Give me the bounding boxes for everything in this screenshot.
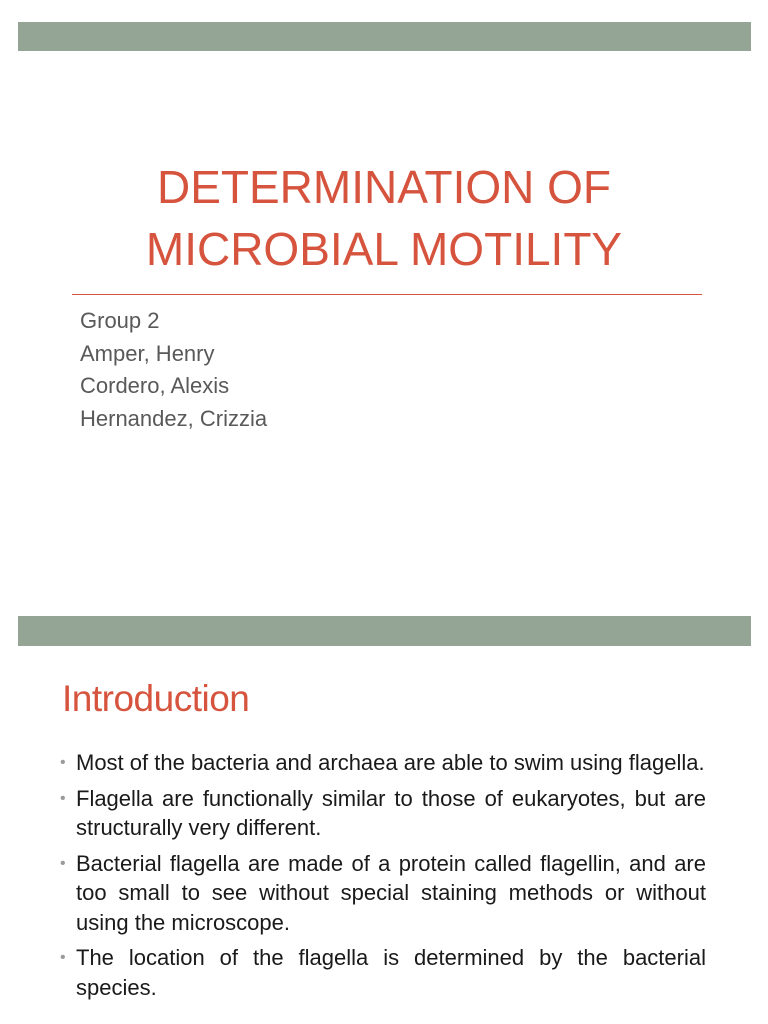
bullet-text: The location of the flagella is determined by the bacterial species. — [76, 945, 706, 1000]
bullet-icon: • — [60, 789, 66, 807]
bullet-item — [60, 784, 706, 843]
slide-header-bar — [18, 616, 751, 646]
bullet-text: Bacterial flagella are made of a protein called flagellin, and are too small to see without special staining methods or without using the microscope. — [76, 850, 706, 935]
bullet-text: Flagella are functionally similar to those of eukaryotes, but are structurally very different. — [76, 785, 706, 840]
author-name: Amper, Henry — [80, 340, 215, 366]
author-name: Hernandez, Crizzia — [80, 405, 268, 431]
bullet-icon: • — [60, 854, 66, 872]
bullet-icon: • — [60, 949, 66, 966]
bullet-icon: • — [60, 754, 66, 771]
author-list — [80, 305, 267, 435]
bullet-item — [60, 943, 706, 1002]
slide-title-line-2: MICROBIAL MOTILITY — [145, 223, 623, 275]
title-divider-line — [72, 294, 702, 295]
section-heading: Introduction — [62, 678, 250, 719]
slide-title — [60, 156, 708, 280]
bullet-list — [60, 748, 706, 1008]
slide-title-line-1: DETERMINATION OF — [156, 161, 612, 213]
bullet-item — [60, 748, 706, 778]
author-name: Cordero, Alexis — [80, 373, 230, 398]
author-group: Group 2 — [80, 308, 160, 333]
bullet-item — [60, 849, 706, 938]
bullet-text: Most of the bacteria and archaea are able to swim using flagella. — [76, 750, 705, 775]
header-bar — [18, 22, 751, 51]
